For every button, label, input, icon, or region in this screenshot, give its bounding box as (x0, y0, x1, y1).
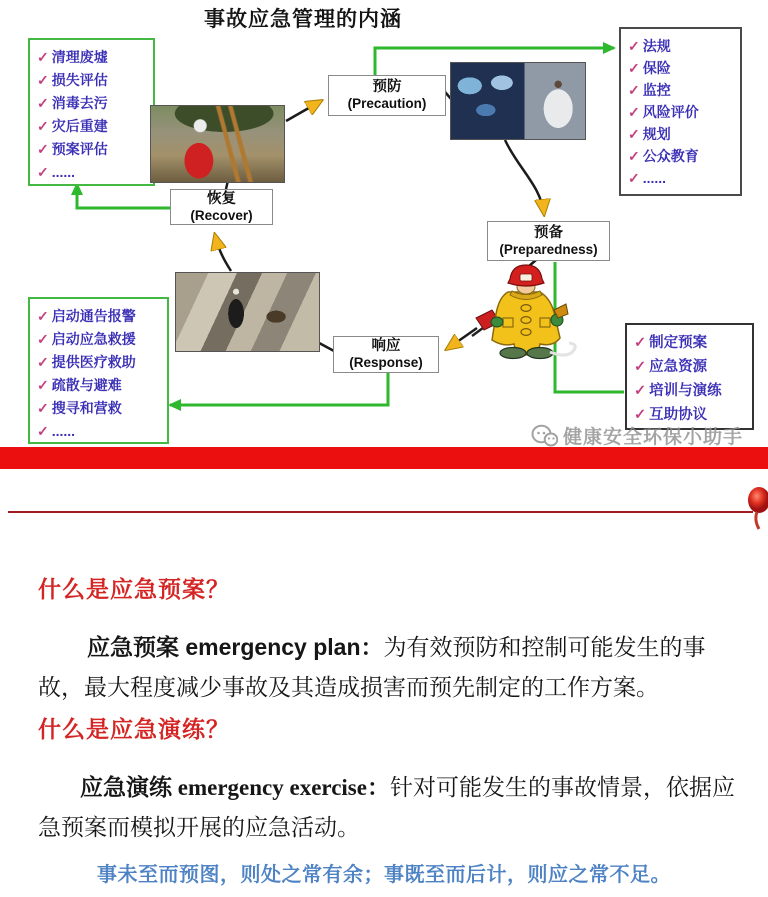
plan-definition: 为有效预防和控制可能发生的事故，最大程度减少事故及其造成损害而预先制定的工作方案。 (38, 635, 706, 700)
stage-label-en: (Response) (349, 355, 423, 371)
list-item-label: 制定预案 (649, 335, 708, 351)
stage-label-cn: 预防 (372, 79, 402, 96)
stage-box-recover (170, 189, 273, 225)
recover-task-list (28, 38, 155, 186)
response-photo (175, 272, 320, 352)
stage-label-en: (Recover) (190, 207, 253, 223)
list-item (628, 123, 736, 145)
stage-label-cn: 恢复 (207, 190, 236, 207)
list-item-label: 风险评价 (642, 104, 699, 120)
list-item-label: 搜寻和营救 (51, 400, 122, 416)
check-icon: ✓ (37, 423, 49, 439)
list-item-label: 损失评估 (51, 72, 108, 88)
check-icon: ✓ (634, 383, 647, 399)
wechat-icon (531, 424, 558, 448)
list-item (634, 355, 748, 379)
page-title: 事故应急管理的内涵 (204, 8, 402, 31)
list-item-label: 法规 (642, 38, 671, 54)
check-icon: ✓ (628, 126, 640, 142)
list-item (634, 379, 748, 403)
check-icon: ✓ (628, 148, 640, 164)
response-task-list (28, 297, 169, 444)
check-icon: ✓ (37, 49, 49, 65)
exercise-definition: 针对可能发生的事故情景，依据应急预案而模拟开展的应急活动。 (38, 775, 735, 840)
list-item (634, 331, 748, 355)
check-icon: ✓ (634, 359, 647, 375)
list-item-label: 提供医疗救助 (51, 354, 136, 370)
list-item (37, 92, 149, 115)
check-icon: ✓ (37, 377, 49, 393)
exercise-term: 应急演练 emergency exercise： (80, 775, 390, 800)
stage-box-preparedness (487, 221, 610, 261)
list-item (628, 57, 736, 79)
watermark-text: 健康安全环保小助手 (563, 427, 744, 448)
closing-quote: 事未至而预图，则处之常有余；事既至而后计，则应之常不足。 (97, 864, 671, 886)
list-item-label: 保险 (642, 60, 671, 76)
list-item-label: ...... (51, 423, 76, 439)
plan-heading: 什么是应急预案？ (38, 576, 230, 602)
check-icon: ✓ (37, 308, 49, 324)
list-item-label: 培训与演练 (649, 383, 722, 399)
stage-box-precaution (328, 75, 446, 116)
recover-photo (150, 105, 285, 183)
watermark (531, 422, 743, 449)
list-item (37, 46, 149, 69)
list-item (37, 161, 149, 184)
check-icon: ✓ (628, 82, 640, 98)
list-item-label: ...... (51, 164, 76, 180)
rose-emblem-icon (747, 486, 768, 530)
precaution-task-list (619, 27, 742, 196)
list-item-label: 消毒去污 (51, 95, 108, 111)
list-item (37, 374, 163, 397)
stage-label-cn: 响应 (371, 338, 401, 355)
check-icon: ✓ (37, 164, 49, 180)
list-item (37, 138, 149, 161)
list-item (628, 145, 736, 167)
check-icon: ✓ (37, 354, 49, 370)
list-item-label: 疏散与避难 (51, 377, 122, 393)
list-item-label: 启动应急救援 (51, 331, 136, 347)
check-icon: ✓ (37, 331, 49, 347)
list-item (628, 167, 736, 189)
check-icon: ✓ (37, 72, 49, 88)
exercise-heading: 什么是应急演练？ (38, 716, 230, 742)
check-icon: ✓ (37, 95, 49, 111)
list-item-label: 应急资源 (649, 359, 708, 375)
precaution-photo (450, 62, 586, 140)
list-item (37, 69, 149, 92)
check-icon: ✓ (628, 38, 640, 54)
check-icon: ✓ (628, 170, 640, 186)
stage-box-response (333, 336, 439, 373)
list-item-label: ...... (642, 170, 667, 186)
list-item-label: 监控 (642, 82, 671, 98)
list-item (628, 79, 736, 101)
list-item-label: 灾后重建 (51, 118, 108, 134)
preparedness-task-list (625, 323, 754, 430)
list-item-label: 互助协议 (649, 407, 708, 423)
list-item (628, 101, 736, 123)
plan-term: 应急预案 emergency plan： (87, 634, 384, 660)
list-item (37, 328, 163, 351)
list-item-label: 规划 (642, 126, 671, 142)
firefighter-cartoon (470, 262, 582, 360)
list-item-label: 公众教育 (642, 148, 699, 164)
stage-label-en: (Precaution) (347, 96, 427, 112)
check-icon: ✓ (37, 141, 49, 157)
list-item-label: 启动通告报警 (51, 308, 136, 324)
list-item (37, 115, 149, 138)
plan-paragraph (38, 627, 736, 708)
check-icon: ✓ (634, 335, 647, 351)
stage-label-cn: 预备 (534, 224, 563, 241)
check-icon: ✓ (628, 60, 640, 76)
red-banner (0, 447, 768, 469)
list-item (37, 397, 163, 420)
divider-line (8, 511, 753, 513)
list-item (628, 35, 736, 57)
exercise-paragraph (38, 768, 752, 848)
list-item (37, 305, 163, 328)
list-item-label: 清理废墟 (51, 49, 108, 65)
check-icon: ✓ (37, 118, 49, 134)
list-item (37, 420, 163, 443)
stage-label-en: (Preparedness) (499, 241, 598, 257)
check-icon: ✓ (628, 104, 640, 120)
list-item (37, 351, 163, 374)
check-icon: ✓ (37, 400, 49, 416)
list-item-label: 预案评估 (51, 141, 108, 157)
check-icon: ✓ (634, 407, 647, 423)
